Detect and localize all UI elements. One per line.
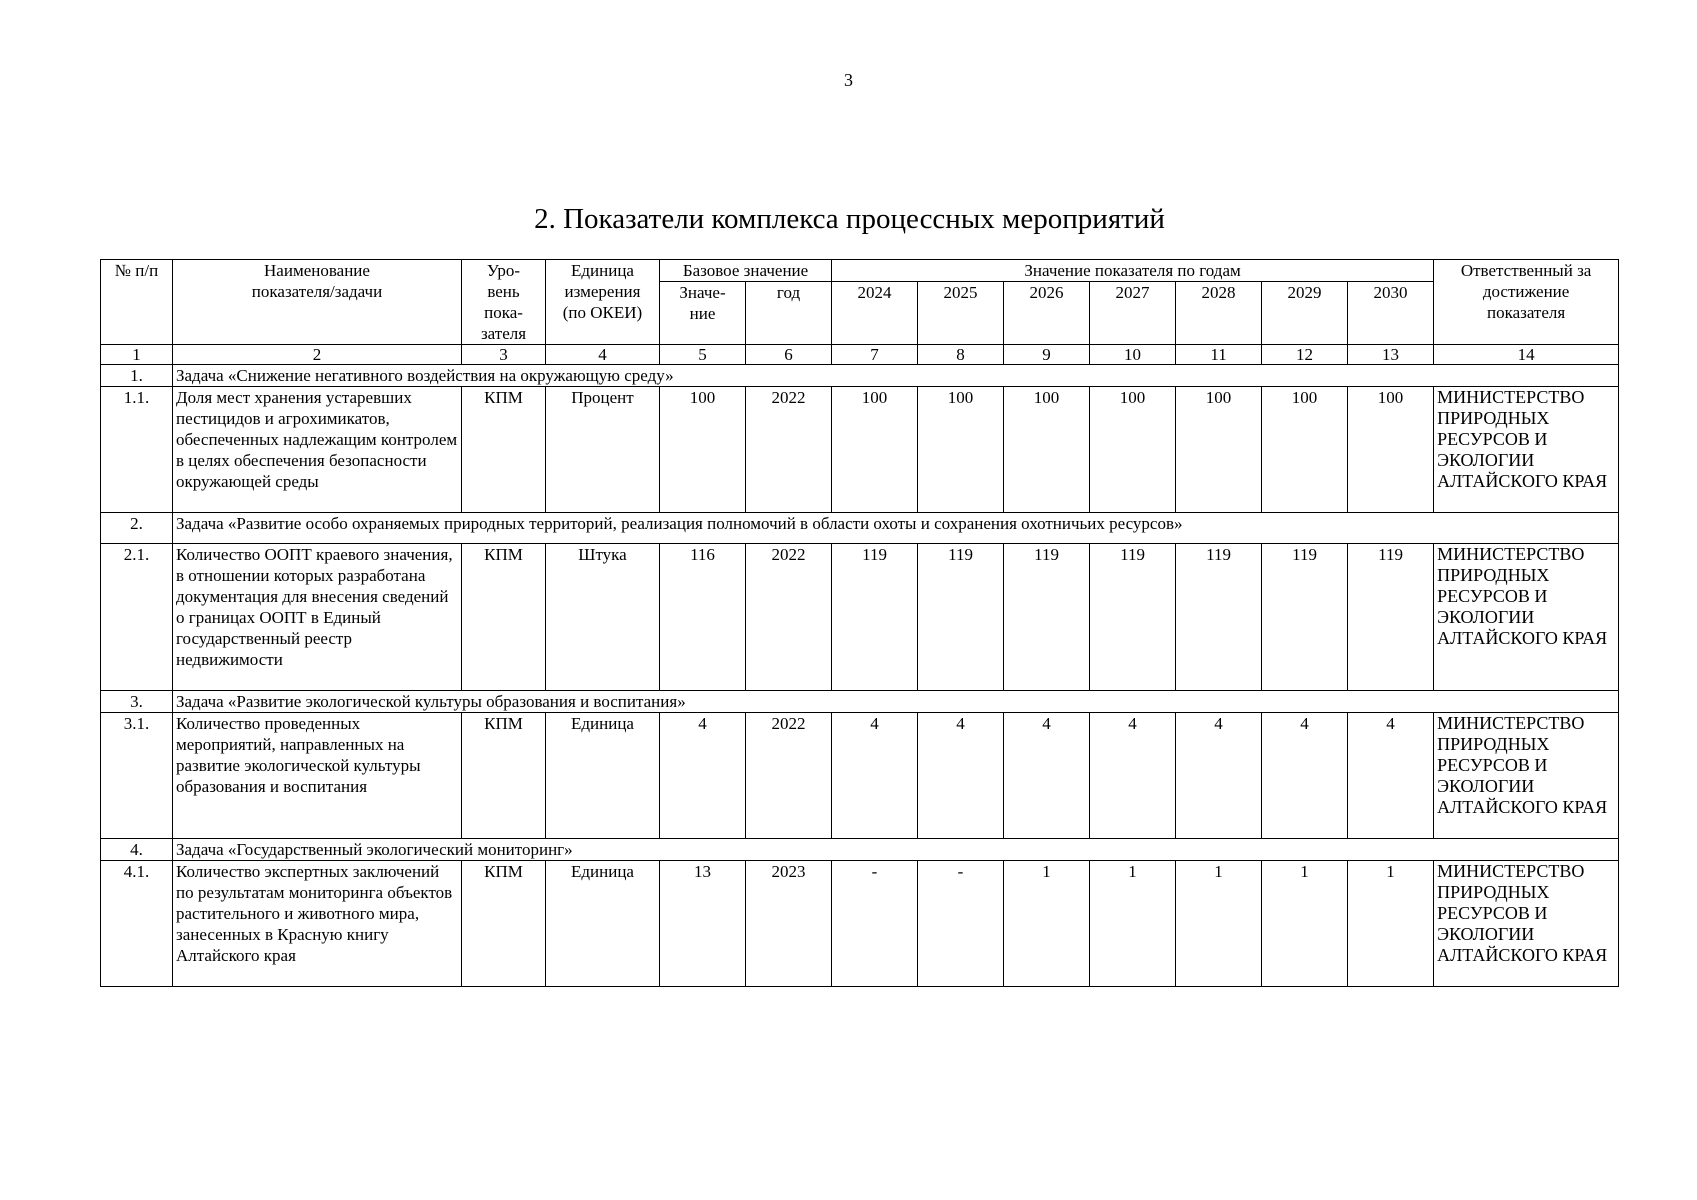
indicator-value: 1 [1004, 861, 1090, 987]
indicator-value: 100 [1348, 387, 1434, 513]
indicator-name: Количество экспертных заключений по результатам мониторинга объектов растительного и животного мира, занесенных в Красную книгу Алтайского края [173, 861, 462, 987]
indicator-num: 2.1. [101, 544, 173, 691]
header-responsible: Ответственный за достижение показателя [1434, 260, 1619, 345]
indicator-value: 1 [1090, 861, 1176, 987]
indicator-value: 119 [1090, 544, 1176, 691]
column-number: 1 [101, 345, 173, 365]
column-numbers-row [101, 345, 1619, 365]
column-number: 8 [918, 345, 1004, 365]
column-number: 6 [746, 345, 832, 365]
indicator-value: 119 [1262, 544, 1348, 691]
task-title: Задача «Развитие экологической культуры образования и воспитания» [173, 691, 1619, 713]
indicator-name: Количество ООПТ краевого значения, в отношении которых разработана документация для внесения сведений о границах ООПТ в Единый государственный реестр недвижимости [173, 544, 462, 691]
indicator-unit: Единица [546, 861, 660, 987]
indicator-value: 4 [1004, 713, 1090, 839]
task-row [101, 365, 1619, 387]
header-name: Наименование показателя/задачи [173, 260, 462, 345]
task-row [101, 839, 1619, 861]
task-num: 1. [101, 365, 173, 387]
indicators-table [100, 259, 1619, 987]
indicator-row [101, 544, 1619, 691]
indicator-row [101, 861, 1619, 987]
indicator-value: 4 [1176, 713, 1262, 839]
indicator-value: 119 [1348, 544, 1434, 691]
indicator-base-value: 4 [660, 713, 746, 839]
indicator-base-value: 116 [660, 544, 746, 691]
indicator-value: - [832, 861, 918, 987]
indicator-responsible: МИНИСТЕРСТВО ПРИРОДНЫХ РЕСУРСОВ И ЭКОЛОГИИ АЛТАЙСКОГО КРАЯ [1434, 544, 1619, 691]
task-title: Задача «Развитие особо охраняемых природных территорий, реализация полномочий в области охоты и сохранения охотничьих ресурсов» [173, 513, 1619, 544]
indicator-level: КПМ [462, 861, 546, 987]
header-unit: Единица измерения (по ОКЕИ) [546, 260, 660, 345]
header-base: Базовое значение [660, 260, 832, 282]
header-year: 2030 [1348, 282, 1434, 345]
task-row [101, 691, 1619, 713]
indicator-value: 100 [1176, 387, 1262, 513]
task-num: 4. [101, 839, 173, 861]
column-number: 12 [1262, 345, 1348, 365]
header-level: Уро-вень пока-зателя [462, 260, 546, 345]
header-year: 2027 [1090, 282, 1176, 345]
task-row [101, 513, 1619, 544]
column-number: 14 [1434, 345, 1619, 365]
header-year: 2025 [918, 282, 1004, 345]
indicator-value: 119 [918, 544, 1004, 691]
indicator-name: Доля мест хранения устаревших пестицидов и агрохимикатов, обеспеченных надлежащим контролем в целях обеспечения безопасности окружающей среды [173, 387, 462, 513]
column-number: 13 [1348, 345, 1434, 365]
indicator-value: 1 [1176, 861, 1262, 987]
task-num: 3. [101, 691, 173, 713]
indicator-base-value: 100 [660, 387, 746, 513]
task-title: Задача «Снижение негативного воздействия на окружающую среду» [173, 365, 1619, 387]
indicator-level: КПМ [462, 387, 546, 513]
indicator-level: КПМ [462, 544, 546, 691]
indicator-unit: Процент [546, 387, 660, 513]
column-number: 4 [546, 345, 660, 365]
indicator-unit: Единица [546, 713, 660, 839]
indicator-responsible: МИНИСТЕРСТВО ПРИРОДНЫХ РЕСУРСОВ И ЭКОЛОГИИ АЛТАЙСКОГО КРАЯ [1434, 713, 1619, 839]
header-base-year: год [746, 282, 832, 345]
indicator-value: 100 [832, 387, 918, 513]
indicator-num: 3.1. [101, 713, 173, 839]
indicator-unit: Штука [546, 544, 660, 691]
indicator-value: 100 [1004, 387, 1090, 513]
task-num: 2. [101, 513, 173, 544]
indicator-value: 4 [1262, 713, 1348, 839]
indicator-base-year: 2022 [746, 387, 832, 513]
header-base-value: Значе-ние [660, 282, 746, 345]
header-by-years: Значение показателя по годам [832, 260, 1434, 282]
indicator-responsible: МИНИСТЕРСТВО ПРИРОДНЫХ РЕСУРСОВ И ЭКОЛОГИИ АЛТАЙСКОГО КРАЯ [1434, 387, 1619, 513]
header-year: 2026 [1004, 282, 1090, 345]
header-year: 2029 [1262, 282, 1348, 345]
indicator-value: 4 [1090, 713, 1176, 839]
indicator-value: 4 [832, 713, 918, 839]
task-title: Задача «Государственный экологический мониторинг» [173, 839, 1619, 861]
indicator-num: 4.1. [101, 861, 173, 987]
indicator-value: 119 [1176, 544, 1262, 691]
indicator-value: 100 [1262, 387, 1348, 513]
indicator-base-year: 2023 [746, 861, 832, 987]
indicator-base-year: 2022 [746, 544, 832, 691]
column-number: 2 [173, 345, 462, 365]
indicator-responsible: МИНИСТЕРСТВО ПРИРОДНЫХ РЕСУРСОВ И ЭКОЛОГИИ АЛТАЙСКОГО КРАЯ [1434, 861, 1619, 987]
column-number: 3 [462, 345, 546, 365]
page-number-text: 3 [844, 70, 853, 90]
header-row-1 [101, 260, 1619, 282]
column-number: 5 [660, 345, 746, 365]
indicator-row [101, 387, 1619, 513]
indicator-value: 100 [918, 387, 1004, 513]
indicator-value: 4 [1348, 713, 1434, 839]
indicator-value: 4 [918, 713, 1004, 839]
page-number [0, 70, 1697, 91]
indicator-row [101, 713, 1619, 839]
indicator-base-year: 2022 [746, 713, 832, 839]
indicator-value: - [918, 861, 1004, 987]
indicator-name: Количество проведенных мероприятий, направленных на развитие экологической культуры образования и воспитания [173, 713, 462, 839]
header-year: 2028 [1176, 282, 1262, 345]
header-year: 2024 [832, 282, 918, 345]
column-number: 9 [1004, 345, 1090, 365]
page-title [0, 203, 1697, 236]
column-number: 11 [1176, 345, 1262, 365]
header-num: № п/п [101, 260, 173, 345]
indicator-value: 1 [1262, 861, 1348, 987]
indicator-num: 1.1. [101, 387, 173, 513]
column-number: 10 [1090, 345, 1176, 365]
indicator-value: 1 [1348, 861, 1434, 987]
indicator-value: 119 [832, 544, 918, 691]
indicator-level: КПМ [462, 713, 546, 839]
page-title-text: 2. Показатели комплекса процессных мероприятий [534, 203, 1165, 235]
indicator-value: 100 [1090, 387, 1176, 513]
column-number: 7 [832, 345, 918, 365]
indicator-base-value: 13 [660, 861, 746, 987]
indicator-value: 119 [1004, 544, 1090, 691]
